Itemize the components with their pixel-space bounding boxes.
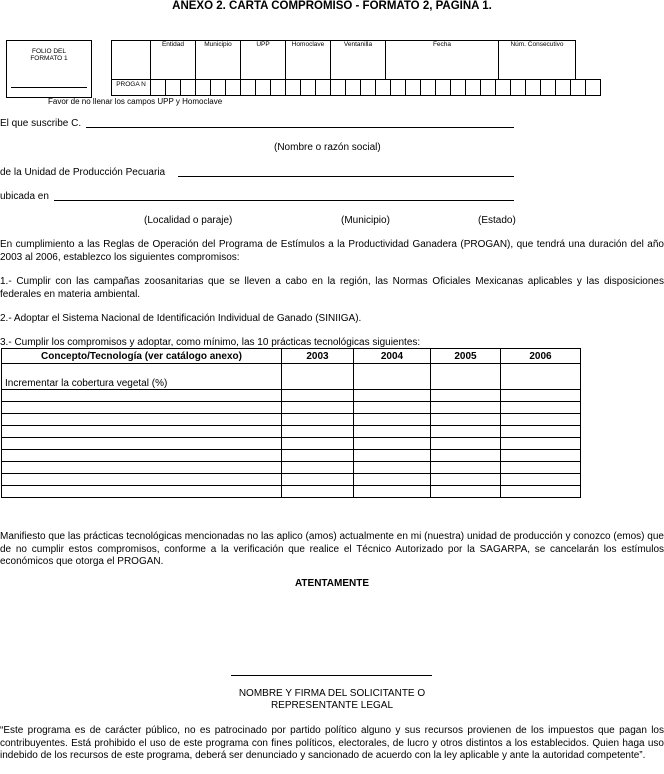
- digit-cell[interactable]: [421, 80, 436, 96]
- legal-disclaimer: “Este programa es de carácter público, no es patrocinado por partido político alguno y sus recursos provienen de los impuestos que pagan los contribuyentes. Está prohibido el uso de este programa con fines políticos, electorales, de lucro y otros distintos a los establecidos. Quien haga uso indebido de los recursos de este programa, deberá ser denunciado y sancionado de acuerdo con la ley aplicable y ante la autoridad competente”.: [0, 725, 664, 761]
- value-cell[interactable]: [501, 390, 581, 402]
- digit-cell[interactable]: [301, 80, 316, 96]
- digit-cell[interactable]: [181, 80, 196, 96]
- digit-cell[interactable]: [376, 80, 391, 96]
- digit-cell[interactable]: [331, 80, 346, 96]
- value-cell[interactable]: [431, 402, 501, 414]
- progan-spacer: [112, 41, 151, 80]
- digit-cell[interactable]: [226, 80, 241, 96]
- header-col-upp: UPP: [241, 41, 286, 80]
- value-cell[interactable]: [354, 450, 431, 462]
- value-cell[interactable]: [501, 378, 581, 390]
- progan-label: PROGA N: [112, 80, 151, 96]
- value-cell[interactable]: [501, 474, 581, 486]
- digit-cell[interactable]: [511, 80, 526, 96]
- ubicada-label: ubicada en: [0, 191, 49, 202]
- practice-cell[interactable]: [2, 486, 282, 498]
- digit-cell[interactable]: [346, 80, 361, 96]
- unidad-label: de la Unidad de Producción Pecuaria: [0, 167, 166, 178]
- paragraph-compromiso-1: 1.- Cumplir con las campañas zoosanitarias que se lleven a cabo en la región, las Normas Oficiales Mexicanas aplicables y las disposiciones federales en materia ambiental.: [0, 276, 664, 300]
- value-cell[interactable]: [354, 414, 431, 426]
- localidad-label: (Localidad o paraje): [144, 215, 233, 226]
- signature-caption-2: REPRESENTANTE LEGAL: [270, 700, 394, 711]
- header-col-fecha: Fecha: [386, 41, 499, 80]
- value-cell[interactable]: [354, 378, 431, 390]
- signature-caption-1: NOMBRE Y FIRMA DEL SOLICITANTE O: [238, 688, 426, 699]
- col-2006: 2006: [501, 349, 581, 364]
- practice-cell[interactable]: [2, 402, 282, 414]
- value-cell[interactable]: [282, 426, 354, 438]
- col-2004: 2004: [354, 349, 431, 364]
- digit-cell[interactable]: [481, 80, 496, 96]
- practice-cell[interactable]: [2, 438, 282, 450]
- header-grid: [111, 40, 601, 96]
- value-cell[interactable]: [431, 378, 501, 390]
- digit-cell[interactable]: [586, 80, 601, 96]
- header-col-entidad: Entidad: [151, 41, 196, 80]
- digit-cell[interactable]: [571, 80, 586, 96]
- table-row: [2, 486, 581, 498]
- value-cell[interactable]: [431, 390, 501, 402]
- practice-cell[interactable]: [2, 462, 282, 474]
- folio-label: FOLIO DEL FORMATO 1: [30, 48, 68, 62]
- value-cell[interactable]: [431, 474, 501, 486]
- value-cell[interactable]: [282, 486, 354, 498]
- paragraph-manifiesto: Manifiesto que las prácticas tecnológicas mencionadas no las aplico (amos) actualmente en mi (nuestra) unidad de producción y conozco (emos) que de no cumplir estos compromisos, conforme a la verificación que realice el Técnico Autorizado por la SAGARPA, se cancelarán los estímulos económicos que otorga el PROGAN.: [0, 531, 664, 567]
- estado-label: (Estado): [478, 215, 516, 226]
- practice-cell[interactable]: [2, 390, 282, 402]
- digit-cell[interactable]: [526, 80, 541, 96]
- value-cell[interactable]: [282, 474, 354, 486]
- value-cell[interactable]: [501, 450, 581, 462]
- value-cell[interactable]: [501, 402, 581, 414]
- value-cell[interactable]: [354, 462, 431, 474]
- value-cell[interactable]: [282, 390, 354, 402]
- folio-box: [6, 40, 92, 98]
- value-cell[interactable]: [354, 402, 431, 414]
- header-col-homoclave: Homoclave: [286, 41, 331, 80]
- value-cell[interactable]: [354, 438, 431, 450]
- table-row: [2, 378, 581, 390]
- suscribe-label: El que suscribe C.: [0, 118, 82, 129]
- table-row: [2, 426, 581, 438]
- paragraph-compromiso-2: 2.- Adoptar el Sistema Nacional de Identificación Individual de Ganado (SINIIGA).: [0, 313, 362, 324]
- value-cell[interactable]: [354, 474, 431, 486]
- signature-line[interactable]: [231, 675, 432, 676]
- value-cell[interactable]: [501, 462, 581, 474]
- practices-table: [1, 348, 581, 498]
- digit-cell[interactable]: [196, 80, 211, 96]
- digit-cell[interactable]: [406, 80, 421, 96]
- folio-input-line[interactable]: [11, 87, 87, 88]
- value-cell[interactable]: [282, 378, 354, 390]
- col-2005: 2005: [431, 349, 501, 364]
- table-row: [2, 402, 581, 414]
- value-cell[interactable]: [282, 462, 354, 474]
- atentamente-heading: ATENTAMENTE: [294, 578, 370, 589]
- table-row: [2, 364, 581, 379]
- digit-cell[interactable]: [541, 80, 556, 96]
- table-row: [2, 450, 581, 462]
- fill-note: Favor de no llenar los campos UPP y Homoclave: [48, 97, 223, 106]
- practice-cell[interactable]: [2, 474, 282, 486]
- practice-cell[interactable]: [2, 414, 282, 426]
- digit-cell[interactable]: [241, 80, 256, 96]
- practice-cell[interactable]: [2, 426, 282, 438]
- header-col-ventanilla: Ventanilla: [331, 41, 386, 80]
- value-cell[interactable]: [354, 390, 431, 402]
- digit-cell[interactable]: [211, 80, 226, 96]
- col-concepto: Concepto/Tecnología (ver catálogo anexo): [2, 349, 282, 364]
- col-2003: 2003: [282, 349, 354, 364]
- digit-cell[interactable]: [436, 80, 451, 96]
- digit-cell[interactable]: [466, 80, 481, 96]
- header-col-consecutivo: Núm. Consecutivo: [499, 41, 576, 80]
- practice-cell[interactable]: Incrementar la cobertura vegetal (%): [2, 378, 282, 390]
- digit-cell[interactable]: [166, 80, 181, 96]
- value-cell[interactable]: [282, 402, 354, 414]
- digit-cell[interactable]: [496, 80, 511, 96]
- value-cell[interactable]: [501, 486, 581, 498]
- header-col-municipio: Municipio: [196, 41, 241, 80]
- value-cell[interactable]: [431, 414, 501, 426]
- municipio-label: (Municipio): [341, 215, 390, 226]
- nombre-label: (Nombre o razón social): [274, 142, 381, 153]
- value-cell[interactable]: [431, 438, 501, 450]
- table-row: [2, 438, 581, 450]
- paragraph-reglas: En cumplimiento a las Reglas de Operación del Programa de Estímulos a la Productividad Ganadera (PROGAN), que tendrá una duración del año 2003 al 2006, establezco los siguientes compromisos:: [0, 239, 664, 263]
- table-row: [2, 390, 581, 402]
- digit-cell[interactable]: [256, 80, 271, 96]
- page-title: ANEXO 2. CARTA COMPROMISO - FORMATO 2, PAGINA 1.: [172, 0, 492, 12]
- value-cell[interactable]: [431, 462, 501, 474]
- value-cell[interactable]: [431, 486, 501, 498]
- table-row: [2, 474, 581, 486]
- value-cell[interactable]: [501, 426, 581, 438]
- value-cell[interactable]: [501, 414, 581, 426]
- value-cell[interactable]: [431, 426, 501, 438]
- value-cell[interactable]: [431, 450, 501, 462]
- digit-cell[interactable]: [316, 80, 331, 96]
- digit-cell[interactable]: [391, 80, 406, 96]
- suscribe-input-line[interactable]: [86, 127, 514, 128]
- value-cell[interactable]: [282, 450, 354, 462]
- digit-cell[interactable]: [286, 80, 301, 96]
- digit-cell[interactable]: [271, 80, 286, 96]
- table-row: [2, 414, 581, 426]
- table-row: [2, 462, 581, 474]
- value-cell[interactable]: [354, 426, 431, 438]
- ubicada-input-line[interactable]: [54, 200, 514, 201]
- value-cell[interactable]: [501, 438, 581, 450]
- digit-cell[interactable]: [361, 80, 376, 96]
- digit-cell[interactable]: [151, 80, 166, 96]
- practice-cell[interactable]: [2, 450, 282, 462]
- value-cell[interactable]: [354, 486, 431, 498]
- digit-cell[interactable]: [451, 80, 466, 96]
- value-cell[interactable]: [282, 414, 354, 426]
- unidad-input-line[interactable]: [178, 176, 514, 177]
- value-cell[interactable]: [282, 438, 354, 450]
- digit-cell[interactable]: [556, 80, 571, 96]
- paragraph-compromiso-3: 3.- Cumplir los compromisos y adoptar, como mínimo, las 10 prácticas tecnológicas siguientes:: [0, 337, 421, 348]
